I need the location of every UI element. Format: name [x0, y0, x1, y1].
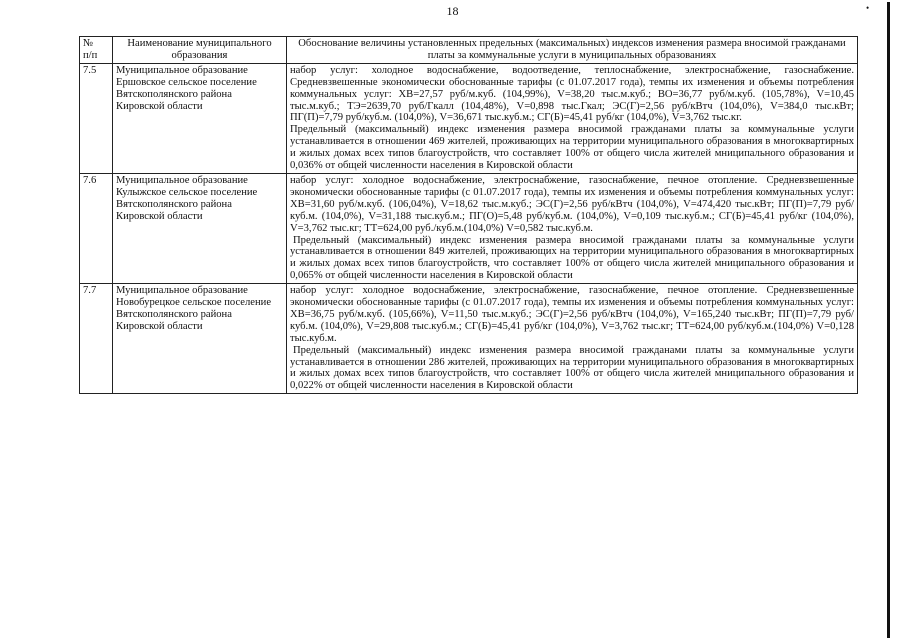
header-desc: Обоснование величины установленных предельных (максимальных) индексов изменения размера вносимой гражданами платы за коммунальные услуги в муниципальных образованиях — [287, 37, 858, 64]
row-number: 7.6 — [80, 173, 113, 283]
header-num: № п/п — [80, 37, 113, 64]
row-description — [287, 63, 858, 173]
services-paragraph: набор услуг: холодное водоснабжение, водоотведение, теплоснабжение, электроснабжение, газоснабжение. Средневзвешенные экономически обоснованные тарифы (с 01.07.2017 года), темпы их изменения и объемы потребления коммунальных услуг: ХВ=27,57 руб/м.куб. (104,99%), V=38,20 тыс.м.куб.; ВО=36,77 руб/м.куб. (105,78%), V=10,45 тыс.м.куб.; ТЭ=2639,70 руб/Гкалл (104,48%), V=0,898 тыс.Гкал; ЭС(Г)=2,56 руб/кВтч (104,0%), V=384,0 тыс.кВт; ПГ(П)=7,79 руб/куб.м. (104,0%), V=36,671 тыс.куб.м.; СГ(Б)=45,41 руб/кг (104,0%), V=3,762 тыс.кг. — [290, 64, 854, 124]
services-paragraph: набор услуг: холодное водоснабжение, электроснабжение, газоснабжение, печное отопление. Средневзвешенные экономически обоснованные тарифы (с 01.07.2017 года), темпы их изменения и объемы потребления коммунальных услуг: ХВ=36,75 руб/м.куб. (105,66%), V=11,50 тыс.м.куб.; ЭС(Г)=2,56 руб/кВтч (104,0%), V=165,240 тыс.кВт; ПГ(П)=7,79 руб/куб.м. (104,0%), V=29,808 тыс.куб.м.; СГ(Б)=45,41 руб/кг (104,0%), V=3,762 тыс.кг; ТТ=624,00 руб/куб.м.(104,0%) V=0,128 тыс.куб.м. — [290, 285, 854, 344]
table-row — [80, 284, 858, 394]
tariff-table — [79, 36, 858, 394]
row-description — [287, 284, 858, 394]
municipality-name: Муниципальное образование Кулыжское сельское поселение Вятскополянского района Кировской области — [113, 173, 287, 283]
row-number: 7.7 — [80, 284, 113, 394]
index-paragraph: Предельный (максимальный) индекс изменения размера вносимой гражданами платы за коммунальные услуги устанавливается в отношении 286 жителей, проживающих на территории муниципального образования в многоквартирных и жилых домах всех типов благоустройств, что составляет 100% от общего числа жителей мниципального образования и 0,022% от общей численности населения в Кировской области — [290, 344, 854, 392]
municipality-name: Муниципальное образование Новобурецкое сельское поселение Вятскополянского района Кировской области — [113, 284, 287, 394]
page-number: 18 — [446, 4, 459, 18]
scan-edge-bar — [887, 2, 890, 638]
scan-mark: • — [866, 3, 870, 13]
services-paragraph: набор услуг: холодное водоснабжение, электроснабжение, газоснабжение, печное отопление. Средневзвешенные экономически обоснованные тарифы (с 01.07.2017 года), темпы их изменения и объемы потребления коммунальных услуг: ХВ=31,60 руб/м.куб. (106,04%), V=18,62 тыс.м.куб.; ЭС(Г)=2,56 руб/кВтч (104,0%), V=474,420 тыс.кВт; ПГ(П)=7,79 руб/куб.м. (104,0%), V=31,188 тыс.куб.м.; ПГ(О)=5,48 руб/куб.м. (104,0%), V=0,109 тыс.куб.м.; СГ(Б)=45,41 руб/кг (104,0%), V=3,762 тыс.кг; ТТ=624,00 руб./куб.м.(104,0%) V=0,582 тыс.куб.м. — [290, 174, 854, 234]
table-header-row — [80, 37, 858, 64]
header-name: Наименование муниципального образования — [113, 37, 287, 64]
row-description — [287, 173, 858, 283]
table-row — [80, 173, 858, 283]
index-paragraph: Предельный (максимальный) индекс изменения размера вносимой гражданами платы за коммунальные услуги устанавливается в отношении 849 жителей, проживающих на территории муниципального образования в многоквартирных и жилых домах всех типов благоустройств, что составляет 100% от общего числа жителей мниципального образования и 0,065% от общей численности населения в Кировской области — [290, 234, 854, 282]
row-number: 7.5 — [80, 63, 113, 173]
municipality-name: Муниципальное образование Ершовское сельское поселение Вятскополянского района Кировской области — [113, 63, 287, 173]
index-paragraph: Предельный (максимальный) индекс изменения размера вносимой гражданами платы за коммунальные услуги устанавливается в отношении 469 жителей, проживающих на территории муниципального образования в многоквартирных и жилых домах всех типов благоустройств, что составляет 100% от общего числа жителей мниципального образования и 0,036% от общей численности населения в Кировской области — [290, 124, 854, 172]
table-row — [80, 63, 858, 173]
